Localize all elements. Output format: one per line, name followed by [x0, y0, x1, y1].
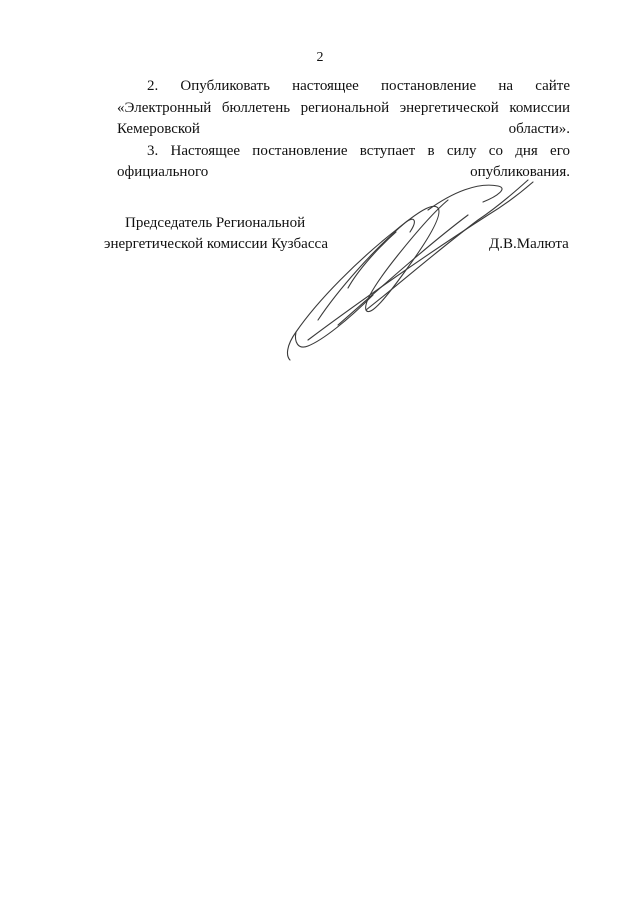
- page-number: 2: [316, 50, 324, 65]
- document-body: [117, 76, 570, 184]
- paragraph-effective-date: 3. Настоящее постановление вступает в силу со дня его официального опубликования.: [117, 142, 570, 180]
- signatory-name: Д.В.Малюта: [489, 236, 569, 252]
- paragraph-publication: 2. Опубликовать настоящее постановление на сайте «Электронный бюллетень региональной энергетической комиссии Кемеровской области».: [117, 78, 570, 137]
- signatory-title-line-1: Председатель Региональной: [125, 215, 306, 231]
- signatory-title-line-2: энергетической комиссии Кузбасса: [104, 236, 328, 252]
- handwritten-signature: [278, 170, 548, 370]
